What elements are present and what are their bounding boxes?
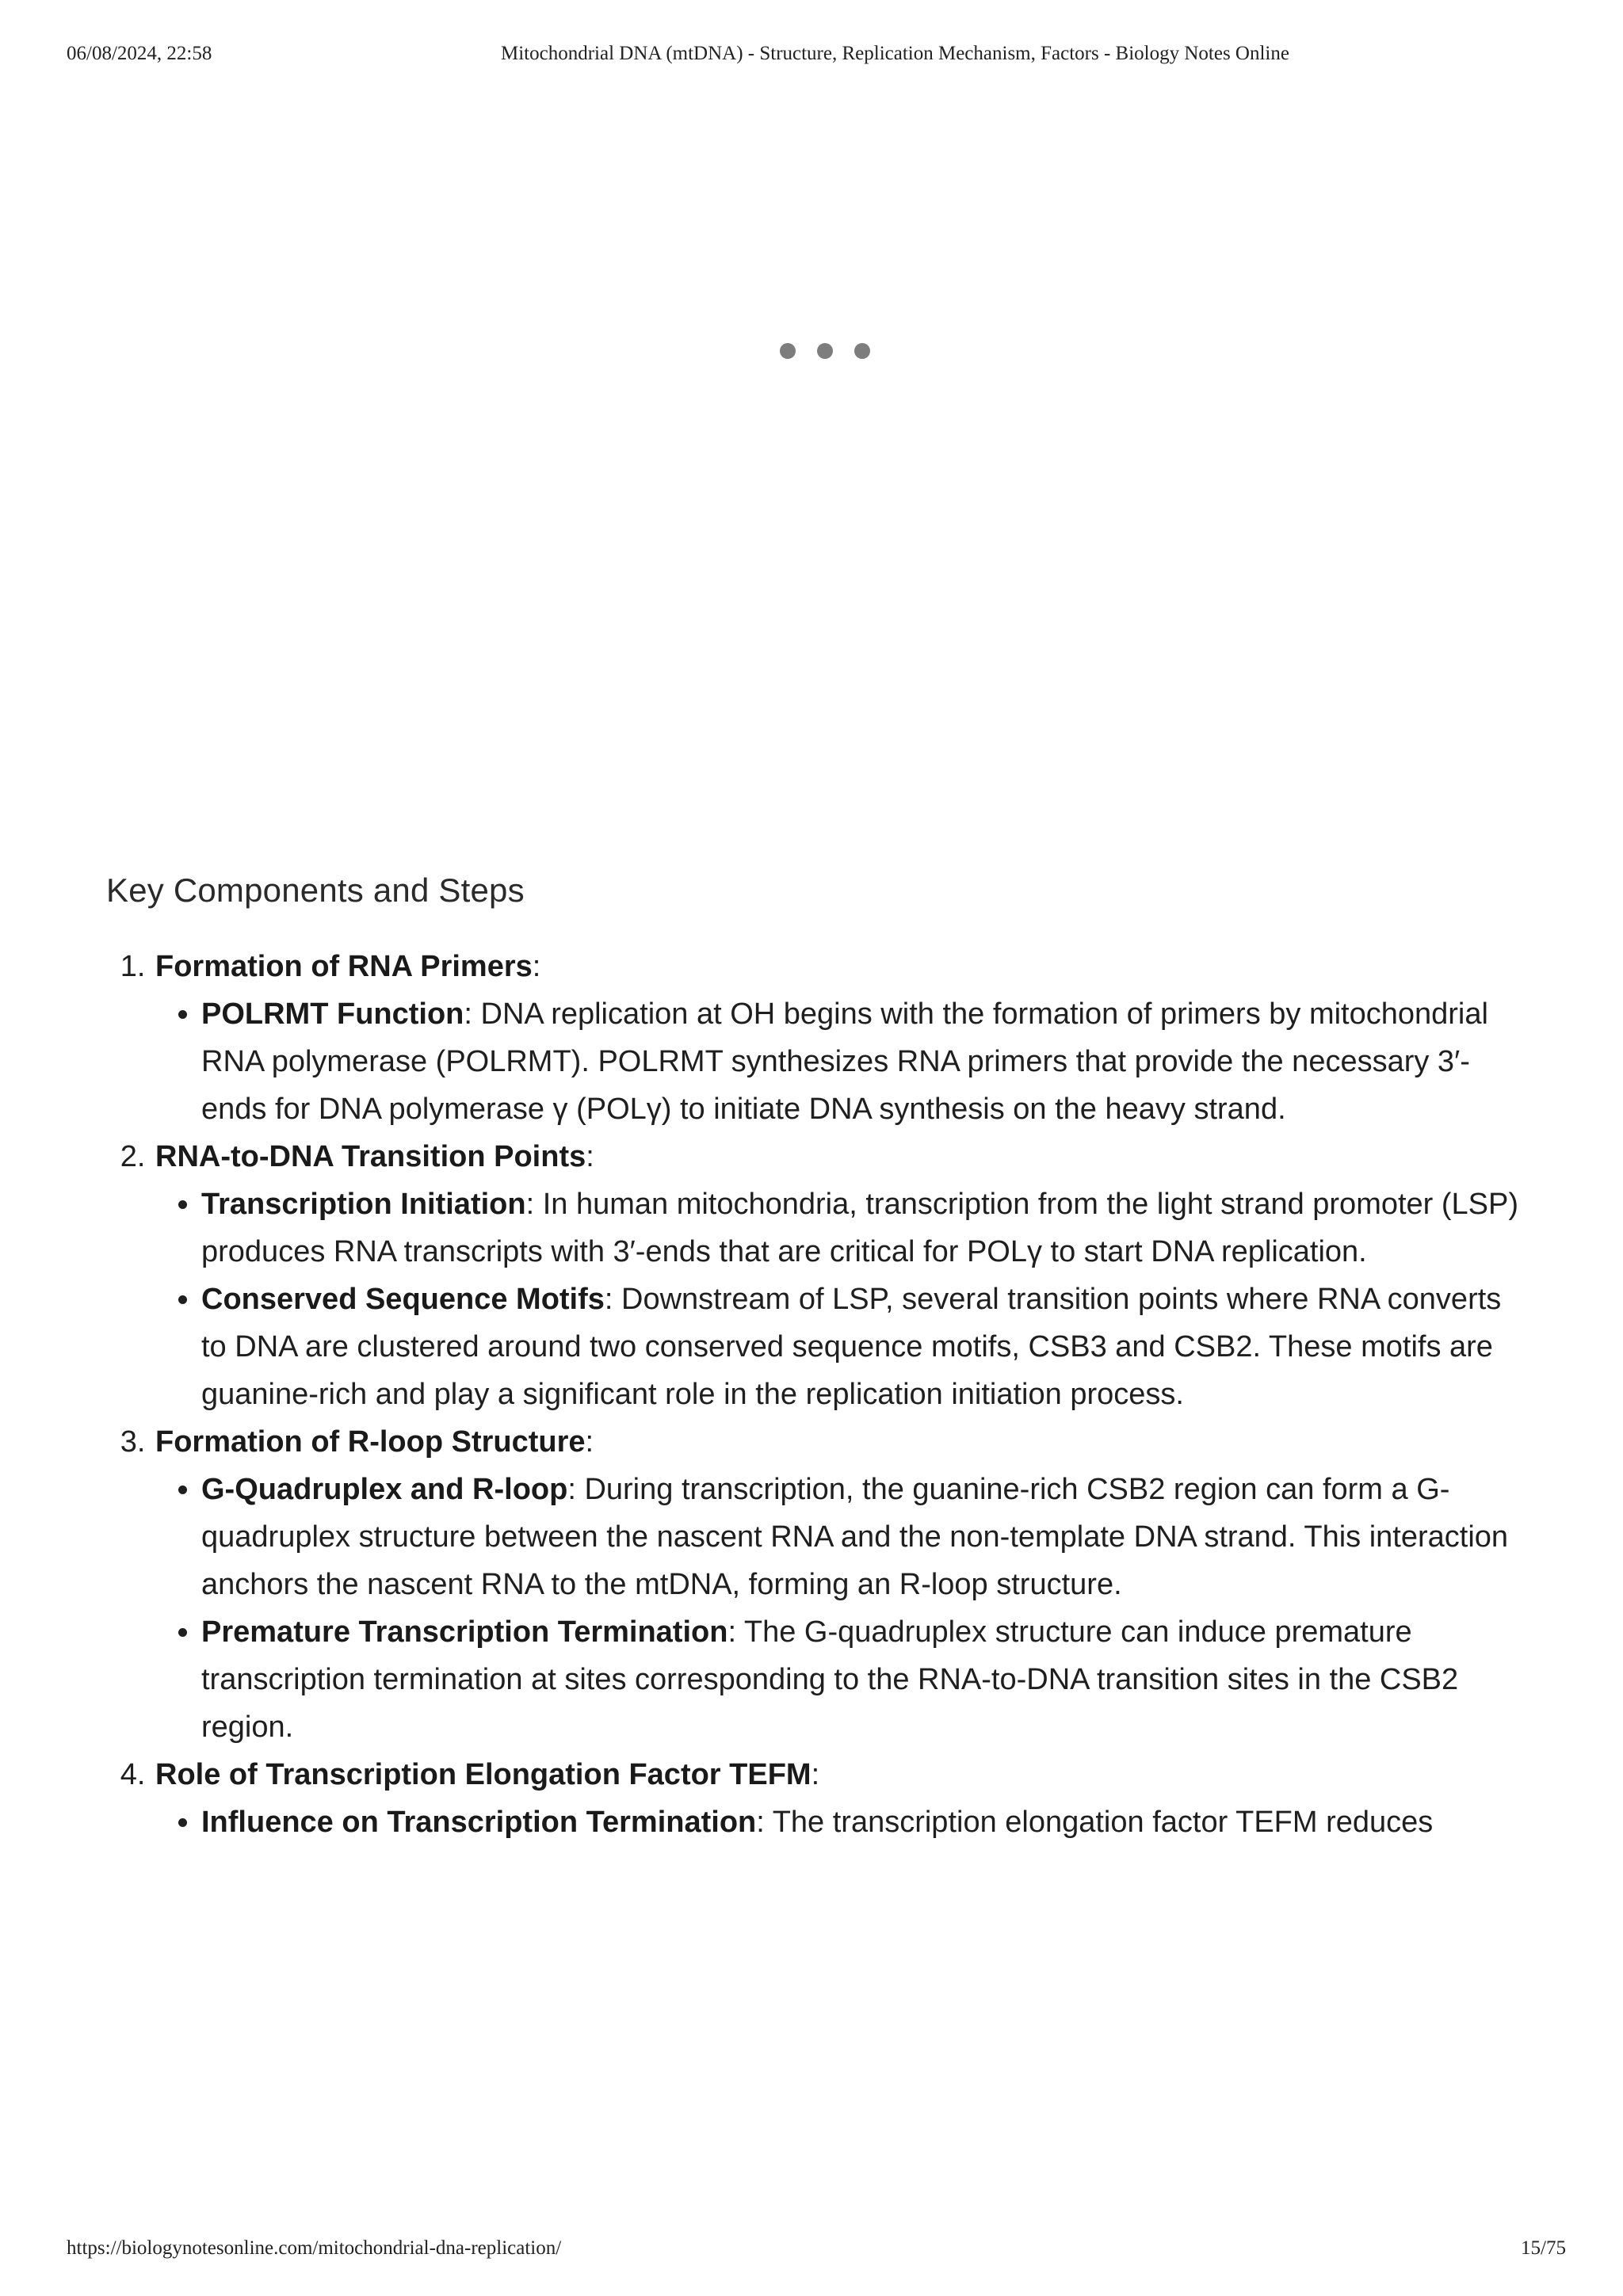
step-title: Formation of R-loop Structure: [155, 1425, 586, 1459]
loading-indicator: [780, 343, 870, 359]
steps-list: [106, 943, 1533, 1846]
content-fade: [0, 1909, 1623, 1957]
step-item: 3. Formation of R-loop Structure: • G-Quadruplex and R-loop: During transcription, the guanine-rich CSB2 region can form a G-quadruplex structure between the nascent RNA and the non-template DNA strand. This interaction anchors the nascent RNA to the mtDNA, forming an R-loop structure. • Premature Transcription Termination: The G-quadruplex structure can induce premature transcription termination at sites corresponding to the RNA-to-DNA transition sites in the CSB2 region.: [154, 1418, 1533, 1751]
print-footer: [0, 2237, 1623, 2269]
step-item: 1. Formation of RNA Primers: • POLRMT Function: DNA replication at OH begins with the formation of primers by mitochondrial RNA polymerase (POLRMT). POLRMT synthesizes RNA primers that provide the necessary 3′-ends for DNA polymerase γ (POLγ) to initiate DNA synthesis on the heavy strand.: [154, 943, 1533, 1133]
step-title: Formation of RNA Primers: [155, 950, 533, 983]
step-points: [155, 1180, 1533, 1418]
point-text: : The transcription elongation factor TEFM reduces: [756, 1806, 1434, 1839]
step-point: [201, 1608, 1533, 1751]
step-item: 4. Role of Transcription Elongation Factor TEFM: • Influence on Transcription Termination: The transcription elongation factor TEFM reduces: [154, 1751, 1533, 1846]
article-content: [106, 871, 1533, 1941]
point-text: : DNA replication at OH begins with the formation of primers by mitochondrial RNA polymerase (POLRMT). POLRMT synthesizes RNA primers that provide the necessary 3′-ends for DNA polymerase γ (POLγ) to initiate DNA synthesis on the heavy strand.: [201, 997, 1488, 1126]
print-header: [0, 43, 1623, 74]
print-page-title: Mitochondrial DNA (mtDNA) - Structure, Replication Mechanism, Factors - Biology Notes Online: [501, 43, 1289, 64]
section-heading: Key Components and Steps: [106, 871, 525, 909]
step-points: [155, 1798, 1533, 1846]
point-text: : In human mitochondria, transcription from the light strand promoter (LSP) produces RNA transcripts with 3′-ends that are critical for POLγ to start DNA replication.: [201, 1188, 1519, 1268]
loading-dot-icon: [854, 343, 870, 359]
loading-dot-icon: [780, 343, 796, 359]
point-text: : During transcription, the guanine-rich CSB2 region can form a G-quadruplex structure between the nascent RNA and the non-template DNA strand. This interaction anchors the nascent RNA to the mtDNA, forming an R-loop structure.: [201, 1473, 1509, 1601]
print-page-number: 15/75: [1521, 2237, 1566, 2259]
point-term: Influence on Transcription Termination: [201, 1806, 757, 1839]
step-points: [155, 1466, 1533, 1751]
step-item: 2. RNA-to-DNA Transition Points: • Transcription Initiation: In human mitochondria, transcription from the light strand promoter (LSP) produces RNA transcripts with 3′-ends that are critical for POLγ to start DNA replication. • Conserved Sequence Motifs: Downstream of LSP, several transition points where RNA converts to DNA are clustered around two conserved sequence motifs, CSB3 and CSB2. These motifs are guanine-rich and play a significant role in the replication initiation process.: [154, 1133, 1533, 1418]
point-term: POLRMT Function: [201, 997, 464, 1031]
print-url: https://biologynotesonline.com/mitochondrial-dna-replication/: [67, 2237, 562, 2259]
point-text: : Downstream of LSP, several transition points where RNA converts to DNA are clustered around two conserved sequence motifs, CSB3 and CSB2. These motifs are guanine-rich and play a significant role in the replication initiation process.: [201, 1283, 1502, 1411]
point-term: G-Quadruplex and R-loop: [201, 1473, 568, 1506]
step-points: [155, 990, 1533, 1133]
step-point: [201, 1466, 1533, 1608]
print-datetime: 06/08/2024, 22:58: [67, 43, 212, 64]
step-title: Role of Transcription Elongation Factor TEFM: [155, 1758, 812, 1791]
step-point: [201, 1180, 1533, 1276]
step-point: [201, 1798, 1533, 1846]
step-point: [201, 1276, 1533, 1418]
loading-dot-icon: [817, 343, 833, 359]
step-point: [201, 990, 1533, 1133]
point-term: Conserved Sequence Motifs: [201, 1283, 605, 1316]
step-title: RNA-to-DNA Transition Points: [155, 1140, 586, 1173]
point-text: : The G-quadruplex structure can induce premature transcription termination at sites corresponding to the RNA-to-DNA transition sites in the CSB2 region.: [201, 1615, 1459, 1744]
point-term: Premature Transcription Termination: [201, 1615, 728, 1649]
point-term: Transcription Initiation: [201, 1188, 526, 1221]
